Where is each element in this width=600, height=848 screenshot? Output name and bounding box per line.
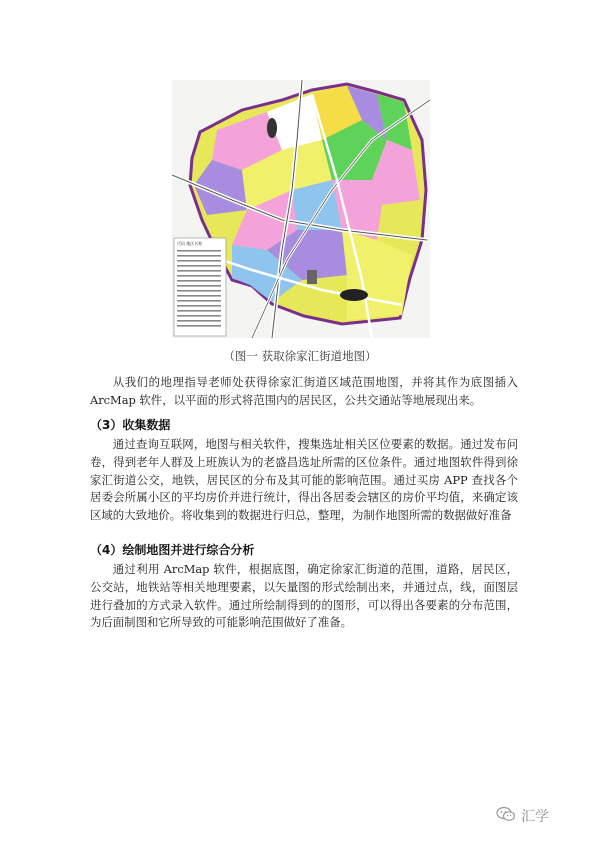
wechat-icon <box>496 806 516 826</box>
intro-paragraph: 从我们的地理指导老师处获得徐家汇街道区域范围地图，并将其作为底图插入 ArcMap 软件，以平面的形式将范围内的居民区，公共交通站等地展现出来。 <box>90 375 518 407</box>
district-map-figure <box>172 80 430 338</box>
watermark <box>496 806 549 826</box>
district-map <box>172 80 430 338</box>
figure-caption: （图一 获取徐家汇街道地图） <box>223 349 377 363</box>
legend-header: 代码 地区名称 <box>177 241 203 246</box>
section3-paragraph: 通过查询互联网，地图与相关软件，搜集选址相关区位要素的数据。通过发布问卷，得到老年人群及上班族认为的老盛昌选址所需的区位条件。通过地图软件得到徐家汇街道公交，地铁，居民区的分布及其可能的影响范围。通过买房 APP 查找各个居委会所属小区的平均房价并进行统计，得出各居委会辖区的房价平均值，来确定该区域的大致地价。将收集到的数据进行归总，整理，为制作地图所需的数据做好准备 <box>90 437 518 523</box>
landmark <box>307 270 317 284</box>
landmark <box>340 289 368 301</box>
watermark-text: 汇学 <box>521 809 549 825</box>
landmark <box>267 118 277 138</box>
section3-heading: （3）收集数据 <box>90 418 171 432</box>
section4-paragraph: 通过利用 ArcMap 软件，根据底图，确定徐家汇街道的范围，道路，居民区，公交站，地铁站等相关地理要素，以矢量图的形式绘制出来，并通过点，线，面图层进行叠加的方式录入软件。通过所绘制得到的的图形，可以得出各要素的分布范围，为后面制图和它所导致的可能影响范围做好了准备。 <box>90 562 518 630</box>
section4-heading: （4）绘制地图并进行综合分析 <box>90 543 255 557</box>
